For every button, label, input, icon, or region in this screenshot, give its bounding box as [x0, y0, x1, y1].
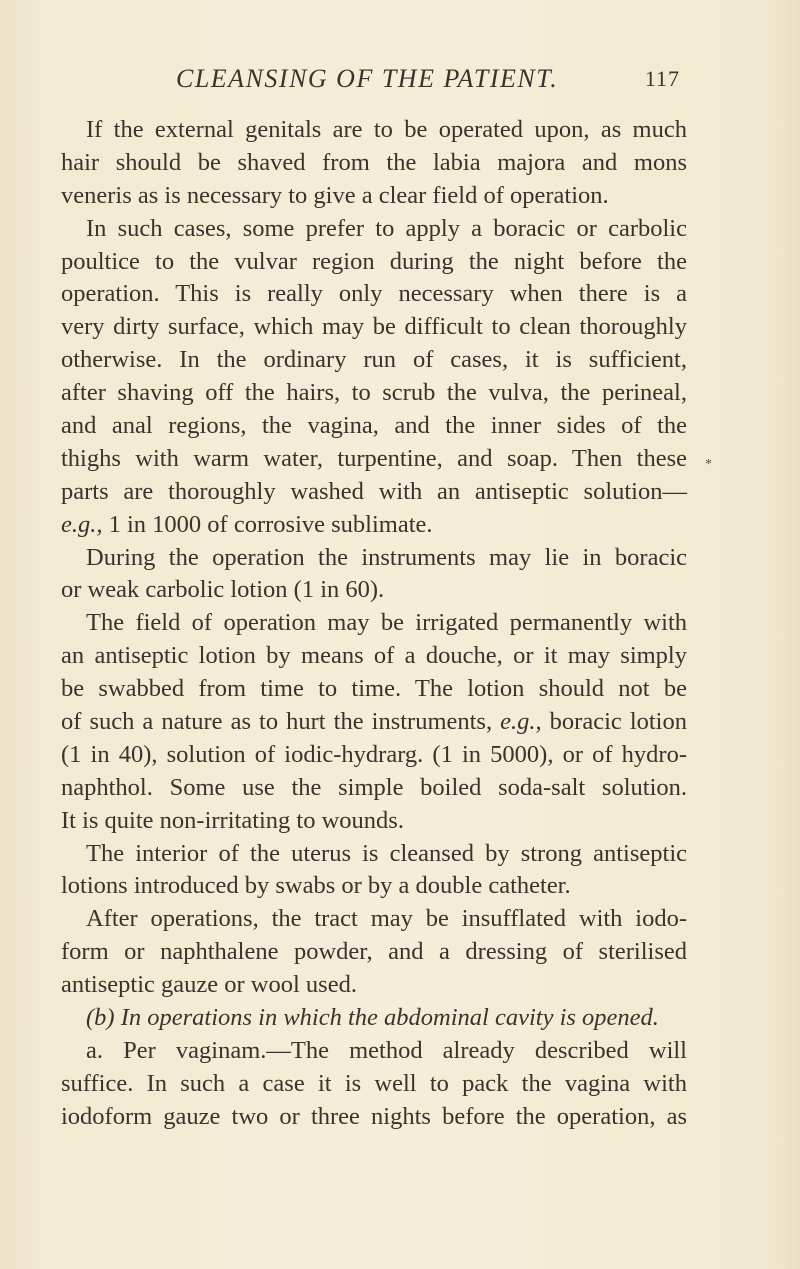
line-text: boracic lotion	[541, 708, 687, 736]
italic-text: e.g.,	[61, 510, 103, 538]
text-line	[61, 509, 687, 542]
text-line: poultice to the vulvar region during the night before the	[61, 247, 687, 275]
text-line: It is quite non-irritating to wounds.	[61, 806, 404, 834]
section-heading: (b) In operations in which the abdominal cavity is opened.	[86, 1004, 659, 1032]
text-line: and anal regions, the vagina, and the inner sides of the	[61, 412, 687, 440]
text-line: antiseptic gauze or wool used.	[61, 971, 357, 999]
text-line: after shaving off the hairs, to scrub the vulva, the perineal,	[61, 379, 687, 407]
text-line: iodoform gauze two or three nights before the operation, as	[61, 1102, 687, 1130]
text-line: otherwise. In the ordinary run of cases, it is sufficient,	[61, 346, 687, 374]
text-line: During the operation the instruments may lie in boracic	[86, 543, 687, 571]
page-header	[60, 64, 680, 104]
text-line: lotions introduced by swabs or by a double catheter.	[61, 872, 571, 900]
line-text: of such a nature as to hurt the instruments,	[61, 708, 501, 736]
text-line: suffice. In such a case it is well to pack the vagina with	[61, 1069, 687, 1097]
text-line: If the external genitals are to be operated upon, as much	[86, 116, 687, 143]
text-line: naphthol. Some use the simple boiled soda-salt solution.	[61, 773, 687, 801]
running-head: CLEANSING OF THE PATIENT.	[176, 64, 559, 93]
text-line: After operations, the tract may be insufflated with iodo-	[86, 905, 687, 933]
text-line: or weak carbolic lotion (1 in 60).	[61, 576, 385, 604]
text-line: very dirty surface, which may be difficult to clean thoroughly	[61, 313, 687, 341]
text-line: operation. This is really only necessary when there is a	[61, 280, 687, 308]
text-line: The field of operation may be irrigated permanently with	[86, 609, 687, 637]
text-line: form or naphthalene powder, and a dressing of sterilised	[61, 938, 687, 966]
line-text: 1 in 1000 of corrosive sublimate.	[102, 510, 433, 538]
text-line: The interior of the uterus is cleansed by strong antiseptic	[86, 839, 687, 867]
text-line: (1 in 40), solution of iodic-hydrarg. (1 in 5000), or of hydro-	[61, 740, 687, 768]
text-line: parts are thoroughly washed with an antiseptic solution—	[61, 477, 687, 505]
text-line: thighs with warm water, turpentine, and soap. Then these	[61, 444, 687, 472]
italic-text: e.g.,	[500, 708, 542, 736]
text-line	[61, 706, 687, 739]
page-number: 117	[644, 66, 680, 91]
margin-mark: *	[705, 457, 712, 472]
text-line: hair should be shaved from the labia majora and mons	[61, 148, 687, 176]
text-line: veneris as is necessary to give a clear field of operation.	[61, 181, 609, 209]
body-text	[61, 114, 687, 1134]
text-line: a. Per vaginam.—The method already described will	[86, 1036, 687, 1064]
text-line: an antiseptic lotion by means of a douche, or it may simply	[61, 642, 687, 670]
text-line: In such cases, some prefer to apply a boracic or carbolic	[86, 214, 687, 242]
text-line: be swabbed from time to time. The lotion should not be	[61, 675, 687, 703]
